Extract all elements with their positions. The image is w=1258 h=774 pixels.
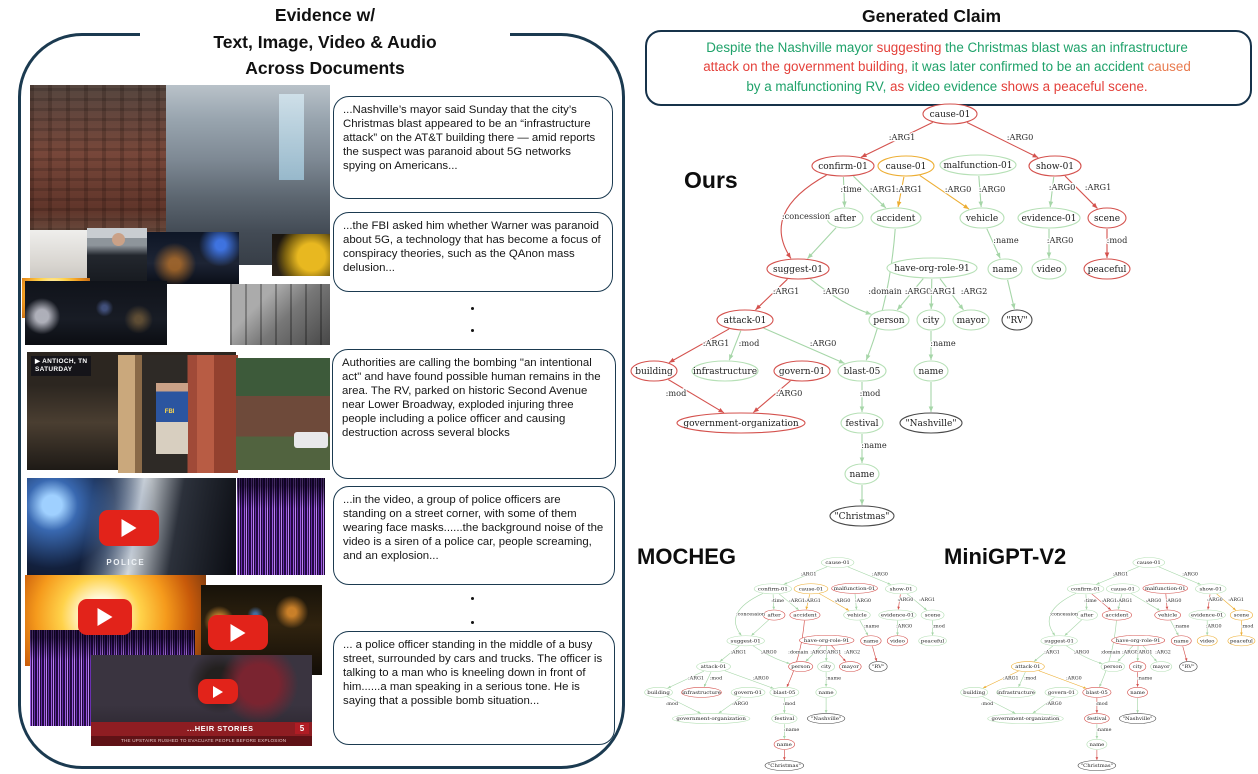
svg-text::ARG2: :ARG2: [960, 286, 988, 296]
svg-text::name: :name: [783, 728, 800, 734]
svg-text:accident: accident: [876, 214, 916, 224]
svg-text::ARG1: :ARG1: [1228, 598, 1244, 603]
svg-text:name: name: [992, 265, 1018, 275]
svg-text::mod: :mod: [738, 338, 760, 348]
svg-text::ARG2: :ARG2: [844, 650, 861, 656]
svg-text:video: video: [890, 638, 905, 645]
svg-text::ARG0: :ARG0: [944, 184, 972, 194]
svg-text:blast-05: blast-05: [843, 367, 881, 377]
svg-text::mod: :mod: [859, 388, 881, 398]
svg-text::name: :name: [993, 235, 1019, 245]
youtube-play-icon[interactable]: [99, 510, 159, 546]
svg-text::concession: :concession: [781, 211, 831, 221]
bw-surveillance-photo: [230, 284, 330, 345]
claim-line: [650, 57, 1244, 76]
svg-text::ARG0: :ARG0: [1066, 676, 1082, 682]
svg-text:show-01: show-01: [889, 586, 913, 593]
svg-text:name: name: [776, 742, 792, 748]
svg-text:malfunction-01: malfunction-01: [833, 586, 876, 592]
svg-text::ARG1: :ARG1: [869, 184, 897, 194]
svg-text:building: building: [635, 367, 673, 377]
youtube-play-icon[interactable]: [78, 599, 132, 635]
svg-text:"RV": "RV": [1006, 316, 1028, 326]
svg-text:government-organization: government-organization: [676, 716, 746, 722]
svg-text::concession: :concession: [735, 612, 766, 618]
svg-text::time: :time: [771, 599, 785, 604]
svg-text::ARG0: :ARG0: [809, 338, 837, 348]
svg-text::ARG0: :ARG0: [822, 286, 850, 296]
svg-text::ARG0: :ARG0: [1145, 599, 1162, 604]
svg-text::ARG0: :ARG0: [1045, 702, 1062, 707]
svg-text:have-org-role-91: have-org-role-91: [1115, 638, 1161, 644]
svg-text:attack-01: attack-01: [723, 316, 767, 326]
svg-text:confirm-01: confirm-01: [818, 162, 868, 172]
skyscraper-shape: [279, 94, 304, 180]
minigpt-v2-label: MiniGPT-V2: [944, 544, 1067, 569]
svg-text:vehicle: vehicle: [965, 214, 999, 224]
svg-text::mod: :mod: [782, 702, 796, 707]
news-caption: [31, 356, 91, 376]
svg-text:scene: scene: [1093, 214, 1121, 224]
evidence-text-5: ... a police officer standing in the middle of a busy street, surrounded by cars and trucks. The officer is talking to a man who is kneeling down in front of him......a man speaking in a serious tone. He is saying that a possible bomb situation...: [343, 639, 603, 708]
svg-text:video: video: [1199, 638, 1215, 645]
claim-segment: by a malfunctioning RV,: [746, 78, 887, 94]
svg-text::ARG1: :ARG1: [888, 132, 916, 142]
svg-text:evidence-01: evidence-01: [880, 612, 915, 619]
news-banner-text: ...HEIR STORIES: [91, 722, 312, 736]
svg-text:govern-01: govern-01: [778, 367, 826, 377]
svg-text:city: city: [821, 664, 832, 670]
svg-text:name: name: [918, 367, 944, 377]
house-scene-photo: [236, 358, 330, 470]
svg-text::ARG1: :ARG1: [1112, 572, 1129, 578]
svg-text::name: :name: [1137, 676, 1153, 682]
svg-text:city: city: [922, 316, 940, 326]
svg-text:suggest-01: suggest-01: [730, 638, 761, 645]
svg-text:"Nashville": "Nashville": [905, 419, 957, 429]
svg-text::ARG0: :ARG0: [1048, 182, 1076, 192]
svg-text:cause-01: cause-01: [1136, 560, 1161, 566]
svg-text:name: name: [863, 638, 879, 645]
svg-text:accident: accident: [1105, 612, 1129, 619]
svg-text:infrastructure: infrastructure: [997, 690, 1035, 696]
svg-text:confirm-01: confirm-01: [757, 586, 788, 593]
svg-text:confirm-01: confirm-01: [1071, 586, 1101, 593]
ours-label: Ours: [684, 167, 738, 193]
svg-text:name: name: [818, 690, 834, 696]
svg-text:city: city: [1132, 664, 1143, 670]
taxi-photo: [272, 234, 330, 276]
svg-text:"Christmas": "Christmas": [767, 763, 801, 769]
svg-text:name: name: [1089, 742, 1105, 748]
svg-text:mayor: mayor: [956, 316, 986, 326]
claim-segment: attack on the government building,: [703, 59, 908, 75]
svg-text::ARG2: :ARG2: [1155, 650, 1171, 656]
police-car-text: POLICE: [106, 558, 146, 568]
svg-text::ARG0: :ARG0: [1122, 650, 1138, 656]
svg-text::name: :name: [861, 440, 887, 450]
svg-text::ARG1: :ARG1: [1136, 650, 1153, 656]
svg-text:"Christmas": "Christmas": [834, 512, 890, 522]
svg-text::name: :name: [1174, 624, 1190, 630]
svg-text::ARG1: :ARG1: [800, 572, 817, 578]
svg-text:person: person: [873, 316, 905, 326]
evidence-title-line3: Across Documents: [245, 58, 405, 79]
evidence-text-box: [333, 96, 613, 199]
svg-text:name: name: [1173, 638, 1189, 645]
evidence-text-box: [333, 212, 613, 292]
svg-text:scene: scene: [924, 612, 941, 619]
svg-text:malfunction-01: malfunction-01: [943, 161, 1013, 171]
svg-text:infrastructure: infrastructure: [692, 367, 758, 377]
svg-text:attack-01: attack-01: [1015, 664, 1041, 670]
claim-line: [650, 38, 1244, 57]
svg-text::time: :time: [1084, 599, 1097, 604]
svg-text:cause-01: cause-01: [825, 560, 850, 566]
svg-text:video: video: [1036, 265, 1062, 275]
minigpt-v2-amr-graph: [950, 552, 1258, 774]
svg-text:person: person: [791, 664, 811, 670]
svg-text:malfunction-01: malfunction-01: [1144, 586, 1186, 592]
evidence-text-3: Authorities are calling the bombing "an intentional act" and have found possible human remains in the area. The RV, parked on historic Second Avenue near Lower Broadway, exploded injuring three people including a police officer and causing destruction across several blocks: [342, 357, 601, 440]
svg-text::name: :name: [1096, 728, 1112, 734]
svg-text::ARG1: :ARG1: [919, 598, 936, 603]
fbi-shirt-text: FBI: [164, 409, 175, 416]
svg-text::domain: :domain: [868, 286, 902, 296]
svg-text:vehicle: vehicle: [847, 612, 867, 619]
svg-text::ARG1: :ARG1: [804, 599, 821, 604]
svg-text::domain: :domain: [1100, 650, 1121, 656]
svg-text:show-01: show-01: [1035, 162, 1075, 172]
svg-text::name: :name: [863, 624, 880, 630]
svg-text::ARG0: :ARG0: [1165, 599, 1182, 604]
svg-text:after: after: [834, 214, 856, 224]
svg-text:after: after: [767, 612, 781, 619]
claim-segment: caused: [1147, 59, 1191, 75]
news-caption-line2: SATURDAY: [35, 366, 73, 374]
svg-text::ARG0: :ARG0: [752, 676, 769, 682]
evidence-text-4: ...in the video, a group of police officers are standing on a street corner, with some of them wearing face masks......the background noise of the video is a siren of a police car, people screaming, and an explosion...: [343, 494, 604, 563]
svg-text::ARG1: :ARG1: [1002, 676, 1019, 682]
svg-text:"RV": "RV": [1182, 664, 1195, 670]
svg-text:have-org-role-91: have-org-role-91: [803, 638, 850, 644]
svg-text::ARG1: :ARG1: [895, 184, 923, 194]
claim-line: [650, 77, 1244, 96]
svg-text::ARG0: :ARG0: [810, 650, 827, 656]
svg-text::mod: :mod: [1241, 624, 1254, 630]
svg-text:government-organization: government-organization: [991, 716, 1060, 722]
svg-text:name: name: [849, 470, 875, 480]
svg-text::mod: :mod: [981, 702, 994, 707]
svg-text::ARG0: :ARG0: [854, 599, 872, 604]
svg-text:govern-01: govern-01: [734, 690, 762, 696]
svg-text::ARG0: :ARG0: [1207, 598, 1223, 603]
svg-text::ARG1: :ARG1: [688, 676, 705, 682]
news-subbanner-text: THE UPSTAIRS RUSHED TO EVACUATE PEOPLE BEFORE EXPLOSION: [91, 736, 312, 746]
mocheg-amr-graph: [636, 552, 954, 774]
svg-text::mod: :mod: [1106, 235, 1128, 245]
svg-text:after: after: [1080, 612, 1094, 619]
audio-spectrogram-image: [237, 478, 325, 575]
evidence-text-box: [332, 349, 616, 479]
svg-text:"Nashville": "Nashville": [1122, 716, 1153, 722]
evidence-title-line1: Evidence w/: [274, 5, 376, 25]
svg-text::ARG1: :ARG1: [929, 286, 957, 296]
svg-text:festival: festival: [774, 716, 795, 722]
svg-text:cause-01: cause-01: [1110, 586, 1135, 593]
claim-segment: Despite the Nashville mayor: [706, 40, 877, 55]
svg-text:building: building: [963, 690, 986, 696]
svg-text::ARG0: :ARG0: [897, 598, 914, 603]
dark-alley-photo: [25, 281, 167, 345]
svg-text::ARG0: :ARG0: [1006, 132, 1034, 142]
svg-text::ARG0: :ARG0: [904, 286, 932, 296]
svg-text:accident: accident: [793, 612, 817, 619]
svg-text:"Christmas": "Christmas": [1080, 763, 1114, 769]
svg-text:name: name: [1130, 690, 1145, 696]
svg-text::ARG1: :ARG1: [1116, 599, 1133, 604]
evidence-text-1: ...Nashville’s mayor said Sunday that the city’s Christmas blast appeared to be an “infrastructure attack” on the AT&T building there — amid reports the suspect was paranoid about 5G networks spying on Americans...: [343, 104, 596, 173]
svg-text:suggest-01: suggest-01: [1044, 638, 1074, 645]
fbi-investigation-photo: [118, 355, 238, 473]
svg-text:building: building: [647, 690, 670, 696]
svg-text:cause-01: cause-01: [929, 110, 971, 120]
svg-text::mod: :mod: [1095, 702, 1108, 707]
svg-text::ARG0: :ARG0: [834, 599, 851, 604]
svg-text::ARG0: :ARG0: [732, 702, 749, 707]
svg-text:cause-01: cause-01: [798, 586, 824, 593]
svg-text::mod: :mod: [665, 702, 679, 707]
svg-text:evidence-01: evidence-01: [1021, 214, 1077, 224]
svg-text::mod: :mod: [1024, 676, 1037, 682]
svg-text:"RV": "RV": [871, 664, 885, 670]
svg-text::ARG1: :ARG1: [772, 286, 800, 296]
youtube-play-icon[interactable]: [198, 679, 238, 704]
svg-text:infrastructure: infrastructure: [682, 690, 721, 696]
svg-text:mayor: mayor: [841, 664, 859, 670]
fbi-agent-shape: [156, 383, 187, 454]
svg-text::ARG1: :ARG1: [1101, 599, 1118, 604]
svg-text:evidence-01: evidence-01: [1190, 612, 1224, 619]
claim-text: [650, 38, 1244, 96]
svg-text::ARG0: :ARG0: [1046, 235, 1074, 245]
svg-text::ARG0: :ARG0: [871, 572, 888, 578]
svg-text:peaceful: peaceful: [1087, 265, 1127, 275]
svg-text:govern-01: govern-01: [1047, 690, 1076, 696]
evidence-text-box: [333, 486, 615, 585]
svg-text::domain: :domain: [788, 650, 809, 656]
svg-text:vehicle: vehicle: [1158, 612, 1178, 619]
svg-text::ARG0: :ARG0: [896, 624, 913, 630]
evidence-panel-title: [140, 0, 510, 84]
svg-text::concession: :concession: [1049, 612, 1079, 618]
svg-text:peaceful: peaceful: [1229, 638, 1253, 645]
svg-text:have-org-role-91: have-org-role-91: [894, 264, 970, 274]
face-shape: [112, 233, 125, 246]
claim-segment: as: [886, 78, 905, 94]
claim-segment: shows a peaceful scene.: [1000, 78, 1148, 94]
svg-text:"Nashville": "Nashville": [810, 716, 842, 722]
svg-text::mod: :mod: [932, 624, 945, 630]
svg-text::ARG0: :ARG0: [1182, 572, 1198, 578]
svg-text:peaceful: peaceful: [920, 638, 945, 645]
svg-text::ARG1: :ARG1: [789, 599, 806, 604]
svg-text:blast-05: blast-05: [773, 690, 796, 696]
svg-text:government-organization: government-organization: [683, 419, 799, 429]
claim-segment: the Christmas blast was an infrastructure: [941, 40, 1188, 55]
mocheg-label: MOCHEG: [637, 544, 736, 569]
claim-segment: suggesting: [876, 40, 942, 55]
svg-text::name: :name: [930, 338, 956, 348]
evidence-text-2: ...the FBI asked him whether Warner was paranoid about 5G, a technology that has become a focus of conspiracy theories, such as the QAnon mass delusion...: [343, 220, 601, 275]
svg-text:suggest-01: suggest-01: [773, 265, 823, 275]
svg-text:attack-01: attack-01: [700, 664, 727, 670]
svg-text::ARG0: :ARG0: [760, 650, 777, 656]
svg-text:festival: festival: [1087, 716, 1107, 722]
claim-segment: video evidence: [904, 78, 1001, 94]
svg-text::mod: :mod: [665, 388, 687, 398]
svg-text::name: :name: [825, 676, 842, 682]
svg-text::ARG1: :ARG1: [1084, 182, 1112, 192]
svg-text::ARG0: :ARG0: [978, 184, 1006, 194]
svg-text:show-01: show-01: [1199, 586, 1222, 593]
evidence-text-box: [333, 631, 615, 745]
svg-text::ARG1: :ARG1: [1044, 650, 1060, 656]
svg-text:person: person: [1103, 664, 1123, 670]
svg-text::ARG1: :ARG1: [702, 338, 730, 348]
svg-text:scene: scene: [1233, 612, 1250, 619]
svg-text::time: :time: [840, 184, 862, 194]
svg-text:cause-01: cause-01: [885, 162, 927, 172]
svg-text::mod: :mod: [709, 676, 723, 682]
svg-text::ARG0: :ARG0: [1073, 650, 1090, 656]
svg-text::ARG0: :ARG0: [1205, 624, 1222, 630]
claim-segment: it was later confirmed to be an accident: [907, 59, 1148, 75]
svg-text:mayor: mayor: [1152, 664, 1170, 670]
ours-amr-graph: [600, 96, 1258, 548]
youtube-play-icon[interactable]: [208, 615, 268, 650]
svg-text::ARG1: :ARG1: [825, 650, 842, 656]
generated-claim-title: Generated Claim: [848, 6, 1015, 27]
evidence-title-line2: Text, Image, Video & Audio: [213, 31, 437, 52]
news-caption-line1: ▶ ANTIOCH, TN: [35, 358, 88, 365]
svg-text::ARG0: :ARG0: [775, 388, 803, 398]
channel-5-badge: 5: [295, 723, 309, 734]
svg-text:festival: festival: [845, 419, 879, 429]
svg-text:blast-05: blast-05: [1086, 690, 1108, 696]
white-van-shape: [294, 432, 328, 448]
svg-text::ARG1: :ARG1: [730, 650, 747, 656]
night-traffic-cones-photo: [147, 232, 239, 284]
